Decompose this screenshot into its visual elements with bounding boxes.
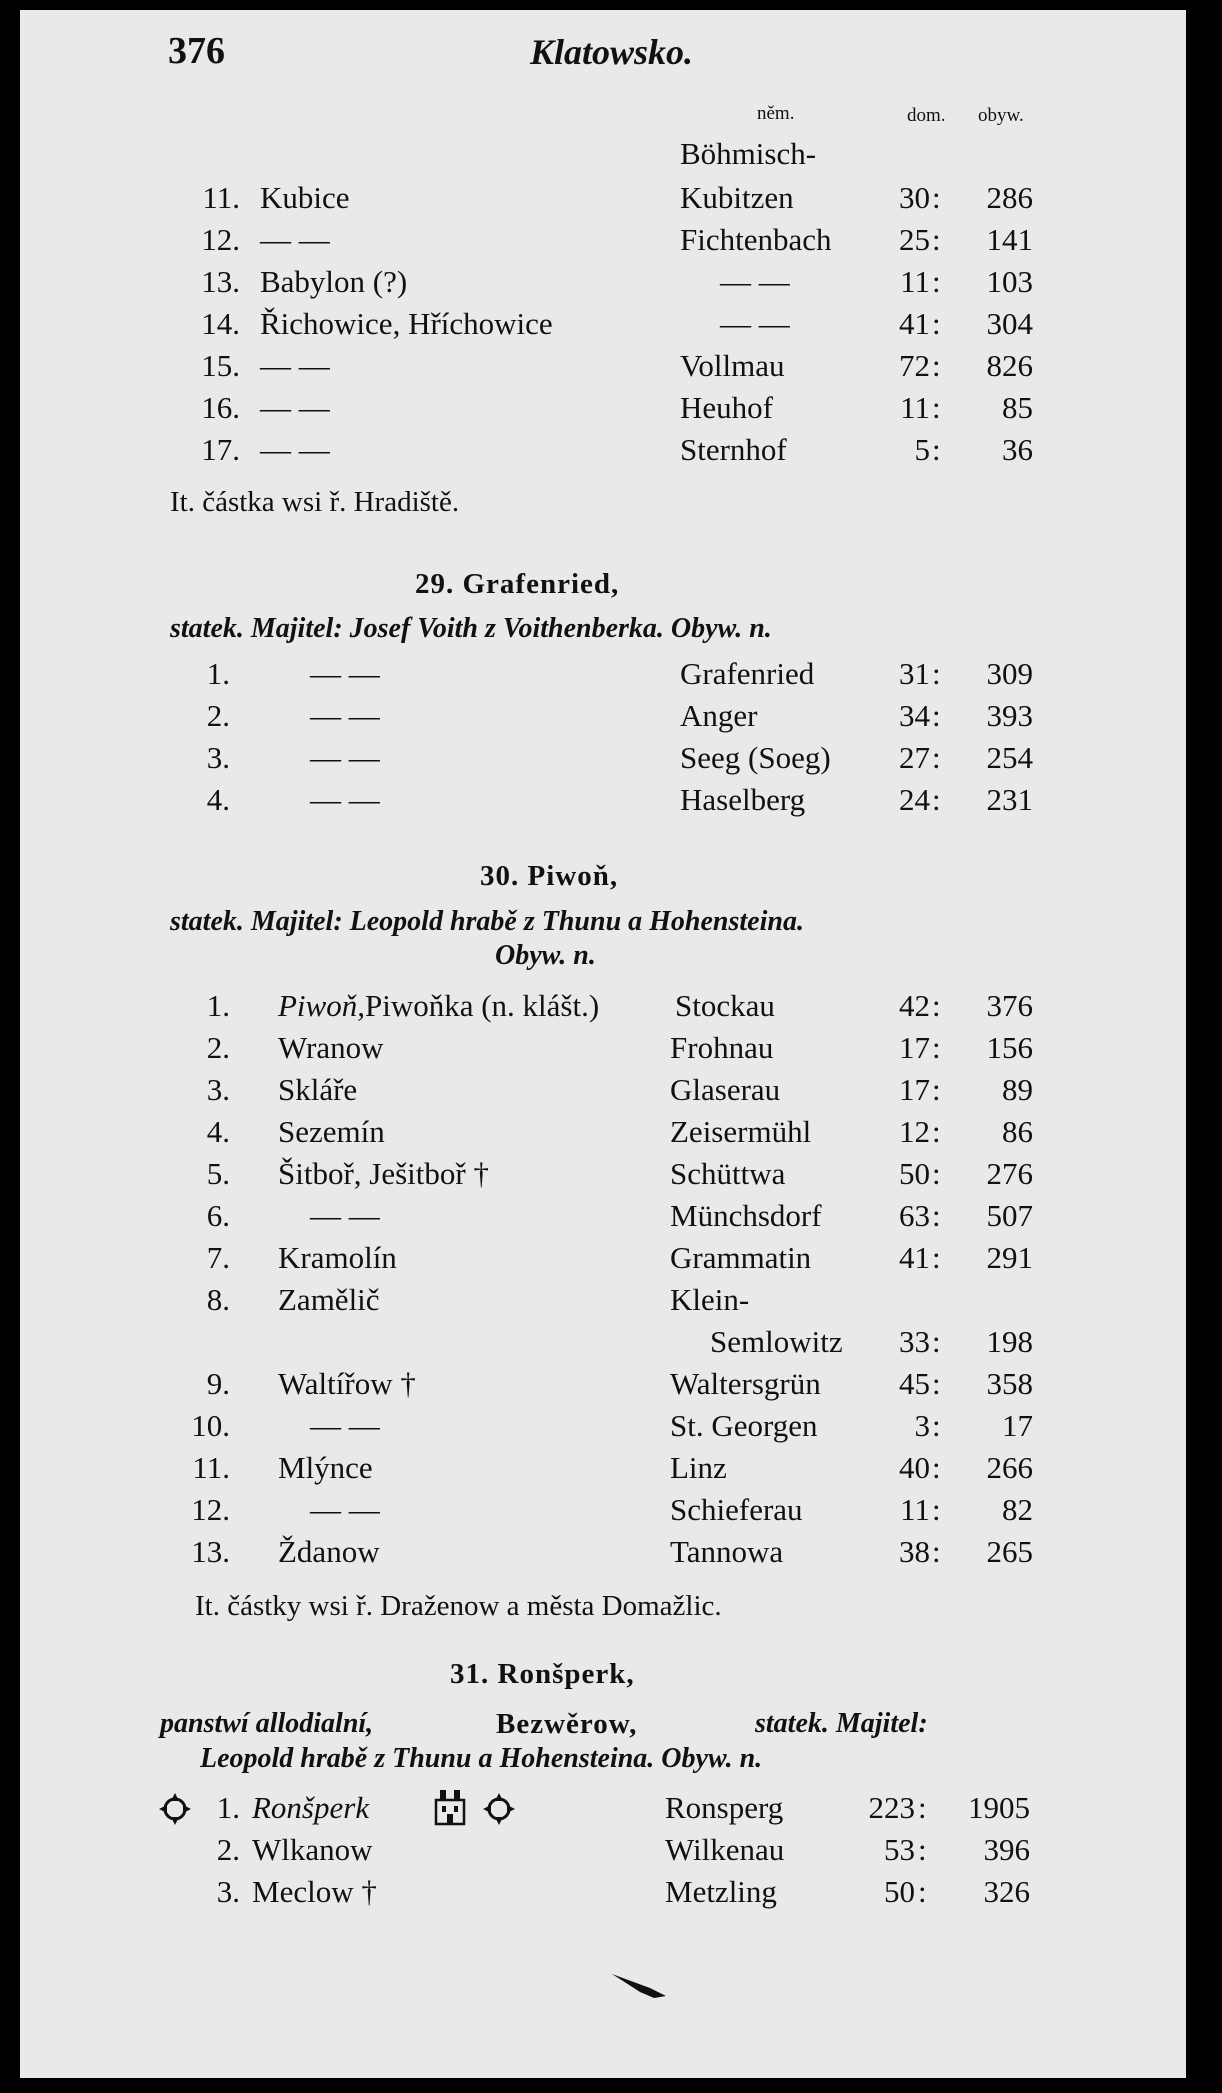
row-number: 17. xyxy=(201,432,240,467)
row-number: 1. xyxy=(206,988,230,1023)
row-german: Glaserau xyxy=(670,1072,781,1107)
row-obyw: 89 xyxy=(1002,1072,1033,1107)
row-dom: 50 xyxy=(884,1874,915,1909)
row-german: Klein- xyxy=(670,1282,750,1317)
row-obyw: 358 xyxy=(986,1366,1033,1401)
row-dom: 11 xyxy=(900,390,930,425)
row-german: Semlowitz xyxy=(710,1324,843,1359)
row-dom: 34 xyxy=(899,698,930,733)
row-number: 10. xyxy=(191,1408,230,1443)
row-number: 6. xyxy=(206,1198,230,1233)
row-german: Vollmau xyxy=(680,348,785,383)
row-number: 11. xyxy=(202,180,240,215)
row-number: 2. xyxy=(206,1030,230,1065)
row-german: Zeisermühl xyxy=(670,1114,812,1149)
row-german: Haselberg xyxy=(680,782,806,817)
row-number: 1. xyxy=(216,1790,240,1825)
row-czech: Babylon (?) xyxy=(260,264,408,299)
row-czech: Řichowice, Hříchowice xyxy=(260,306,553,341)
row-number: 16. xyxy=(201,390,240,425)
row-number: 12. xyxy=(191,1492,230,1527)
row-dom: 5 xyxy=(914,432,930,467)
row-dom: 27 xyxy=(899,740,930,775)
row-number: 5. xyxy=(206,1156,230,1191)
row-obyw: 826 xyxy=(986,348,1033,383)
row-obyw: 393 xyxy=(986,698,1033,733)
row-number: 13. xyxy=(191,1534,230,1569)
section-subtitle: Leopold hrabě z Thunu a Hohensteina. Obyw. n. xyxy=(200,1743,763,1774)
section-title: 31. Ronšperk, xyxy=(450,1658,635,1690)
row-number: 11. xyxy=(192,1450,230,1485)
row-dom: 41 xyxy=(899,1240,930,1275)
section-note: It. částky wsi ř. Draženow a města Domažlic. xyxy=(195,1590,722,1622)
row-obyw: 304 xyxy=(986,306,1033,341)
row-obyw: 266 xyxy=(986,1450,1033,1485)
row-obyw: 507 xyxy=(986,1198,1033,1233)
row-obyw: 276 xyxy=(986,1156,1033,1191)
row-obyw: 254 xyxy=(986,740,1033,775)
row-czech: — — xyxy=(310,656,380,691)
castle-icon xyxy=(480,1790,518,1828)
row-german: Grammatin xyxy=(670,1240,812,1275)
row-dom: 42 xyxy=(899,988,930,1023)
row-dom: 223 xyxy=(868,1790,915,1825)
row-number: 3. xyxy=(216,1874,240,1909)
row-dom: 11 xyxy=(900,264,930,299)
row-czech: Sezemín xyxy=(278,1114,385,1149)
row-number: 2. xyxy=(206,698,230,733)
section-title: 29. Grafenried, xyxy=(415,568,620,600)
row-obyw: 326 xyxy=(983,1874,1030,1909)
row-obyw: 36 xyxy=(1002,432,1033,467)
row-german: Kubitzen xyxy=(680,180,794,215)
row-czech: Piwoňka (n. klášt.) xyxy=(364,988,600,1023)
row-german: Stockau xyxy=(675,988,775,1023)
row-dom: 53 xyxy=(884,1832,915,1867)
row-dom: 3 xyxy=(914,1408,930,1443)
row-number: 4. xyxy=(206,1114,230,1149)
row-number: 15. xyxy=(201,348,240,383)
row-german: Schieferau xyxy=(670,1492,803,1527)
row-dom: 25 xyxy=(899,222,930,257)
row-german: Münchsdorf xyxy=(670,1198,822,1233)
row-number: 7. xyxy=(206,1240,230,1275)
row-czech: Kramolín xyxy=(278,1240,397,1275)
row-czech: Ždanow xyxy=(278,1534,380,1569)
row-czech: Skláře xyxy=(278,1072,358,1107)
row-czech: Kubice xyxy=(260,180,350,215)
row-obyw: 231 xyxy=(986,782,1033,817)
row-dom: 24 xyxy=(899,782,930,817)
row-obyw: 309 xyxy=(986,656,1033,691)
row-dom: 30 xyxy=(899,180,930,215)
row-number: 14. xyxy=(201,306,240,341)
row-dom: 31 xyxy=(899,656,930,691)
row-german: Fichtenbach xyxy=(680,222,832,257)
row-dom: 63 xyxy=(899,1198,930,1233)
row-obyw: 396 xyxy=(983,1832,1030,1867)
section-subtitle: statek. Majitel: xyxy=(755,1708,928,1739)
row-german: Grafenried xyxy=(680,656,815,691)
row-obyw: 82 xyxy=(1002,1492,1033,1527)
row-czech: Waltířow † xyxy=(278,1366,416,1401)
row-obyw: 286 xyxy=(986,180,1033,215)
row-german: Frohnau xyxy=(670,1030,774,1065)
row-dom: 50 xyxy=(899,1156,930,1191)
row-german: Sternhof xyxy=(680,432,787,467)
row-dom: 17 xyxy=(899,1030,930,1065)
page-number: 376 xyxy=(168,30,225,72)
row-obyw: 17 xyxy=(1002,1408,1033,1443)
row-obyw: 141 xyxy=(986,222,1033,257)
row-obyw: 85 xyxy=(1002,390,1033,425)
row-czech: — — xyxy=(260,222,330,257)
town-icon xyxy=(432,1786,468,1826)
column-header-nem: něm. xyxy=(757,103,795,124)
row-czech: — — xyxy=(260,432,330,467)
row-dom: 41 xyxy=(899,306,930,341)
row-german: Metzling xyxy=(665,1874,777,1909)
row-czech: — — xyxy=(310,698,380,733)
row-czech: Wranow xyxy=(278,1030,384,1065)
row-german: Schüttwa xyxy=(670,1156,786,1191)
row-dom: 17 xyxy=(899,1072,930,1107)
row-obyw: 376 xyxy=(986,988,1033,1023)
row-obyw: 291 xyxy=(986,1240,1033,1275)
row-czech: Ronšperk xyxy=(252,1790,370,1825)
row-czech-italic: Piwoň, xyxy=(278,988,365,1023)
row-czech: — — xyxy=(310,740,380,775)
row-german: Anger xyxy=(680,698,758,733)
ink-mark-icon xyxy=(610,1970,670,2000)
section-subtitle: statek. Majitel: Josef Voith z Voithenberka. Obyw. n. xyxy=(170,613,772,644)
row-czech: — — xyxy=(310,1492,380,1527)
row-dom: 72 xyxy=(899,348,930,383)
row-number: 13. xyxy=(201,264,240,299)
row-dom: 12 xyxy=(899,1114,930,1149)
row-german: Tannowa xyxy=(670,1534,784,1569)
row-dom: 45 xyxy=(899,1366,930,1401)
row-czech: Šitboř, Ješitboř † xyxy=(278,1156,489,1191)
row-dom: 33 xyxy=(899,1324,930,1359)
section-title: 30. Piwoň, xyxy=(480,860,619,892)
section-subtitle-estate: Bezwěrow, xyxy=(496,1708,638,1740)
column-header-obyw: obyw. xyxy=(978,105,1024,126)
column-header-dom: dom. xyxy=(907,105,946,126)
row-dom: 40 xyxy=(899,1450,930,1485)
row-german: — — xyxy=(720,306,790,341)
row-obyw: 156 xyxy=(986,1030,1033,1065)
row-german: Linz xyxy=(670,1450,727,1485)
row-german: Heuhof xyxy=(680,390,773,425)
row-german: Waltersgrün xyxy=(670,1366,821,1401)
row-number: 8. xyxy=(206,1282,230,1317)
row-number: 3. xyxy=(206,740,230,775)
row-german: Ronsperg xyxy=(665,1790,784,1825)
row-czech: — — xyxy=(310,782,380,817)
row-german: Böhmisch- xyxy=(680,136,817,171)
row-obyw: 86 xyxy=(1002,1114,1033,1149)
row-dom: 38 xyxy=(899,1534,930,1569)
row-german: — — xyxy=(720,264,790,299)
row-german: Wilkenau xyxy=(665,1832,785,1867)
row-obyw: 198 xyxy=(986,1324,1033,1359)
row-number: 3. xyxy=(206,1072,230,1107)
section-note: It. částka wsi ř. Hradiště. xyxy=(170,486,460,518)
row-number: 4. xyxy=(206,782,230,817)
section-subtitle: panstwí allodialní, xyxy=(160,1708,374,1739)
row-czech: Mlýnce xyxy=(278,1450,373,1485)
row-czech: Meclow † xyxy=(252,1874,377,1909)
row-czech: — — xyxy=(260,348,330,383)
page-title: Klatowsko. xyxy=(530,32,694,72)
row-german: St. Georgen xyxy=(670,1408,818,1443)
row-number: 9. xyxy=(206,1366,230,1401)
row-obyw: 103 xyxy=(986,264,1033,299)
section-subtitle: Obyw. n. xyxy=(495,940,596,971)
row-german: Seeg (Soeg) xyxy=(680,740,831,775)
row-number: 12. xyxy=(201,222,240,257)
row-dom: 11 xyxy=(900,1492,930,1527)
section-subtitle: statek. Majitel: Leopold hrabě z Thunu a Hohensteina. xyxy=(170,906,804,937)
book-page: 376 Klatowsko. něm. dom. obyw. Böhmisch- 11. Kubice Kubitzen 30 : 286 12. — — Fichtenbach 25 : 141 13. Babylon (?) — — 11 : 103 14. Řichowice, Hříchowice — — 41 : 304 15. — — Vollmau 72 : 826 16. — — Heuhof 11 : 85 17. — — Sternhof 5 : 36 It. částka wsi ř. Hradiště. 29. Grafenried, statek. Majitel: Josef Voith z Voithenberka. Obyw. n. 1. — — Grafenried 31 : 309 2. — — Anger 34 : 393 3. — — Seeg (Soeg) 27 : 254 4. — — Haselberg 24 : 231 30. Piwoň, statek. Majitel: Leopold hrabě z Thunu a Hohensteina. Obyw. n. 1. Piwoň,Piwoňka (n. klášt.) Stockau 42 : 376 2. Wranow Frohnau 17 : 156 3. Skláře Glaserau 17 : 89 4. Sezemín Zeisermühl 12 : 86 5. Šitboř, Ješitboř † Schüttwa 50 : 276 6. — — Münchsdorf 63 : 507 7. Kramolín Grammatin 41 : 291 8. Zamělič Klein- Semlowitz 33 : 198 9. Waltířow † Waltersgrün 45 : 358 10. — — St. Georgen 3 : 17 11. Mlýnce Linz 40 : 266 12. — — Schieferau 11 : 82 13. Ždanow Tannowa 38 : 265 It. částky wsi ř. Draženow a města Domažlic. 31. Ronšperk, panstwí allodialní, Bezwěrow, statek. Majitel: Leopold hrabě z Thunu a Hohensteina. Obyw. n. 1. Ronšperk Ronsperg 223 : 1905 2. Wlkanow Wilkenau 53 : 396 3. Meclow † Metzling 50 : 326 xyxy=(20,10,1186,2078)
row-czech: — — xyxy=(310,1408,380,1443)
row-czech: Wlkanow xyxy=(252,1832,373,1867)
row-obyw: 265 xyxy=(986,1534,1033,1569)
row-obyw: 1905 xyxy=(968,1790,1030,1825)
row-czech: — — xyxy=(310,1198,380,1233)
row-czech: — — xyxy=(260,390,330,425)
row-number: 2. xyxy=(216,1832,240,1867)
row-number: 1. xyxy=(206,656,230,691)
row-czech: Zamělič xyxy=(278,1282,380,1317)
